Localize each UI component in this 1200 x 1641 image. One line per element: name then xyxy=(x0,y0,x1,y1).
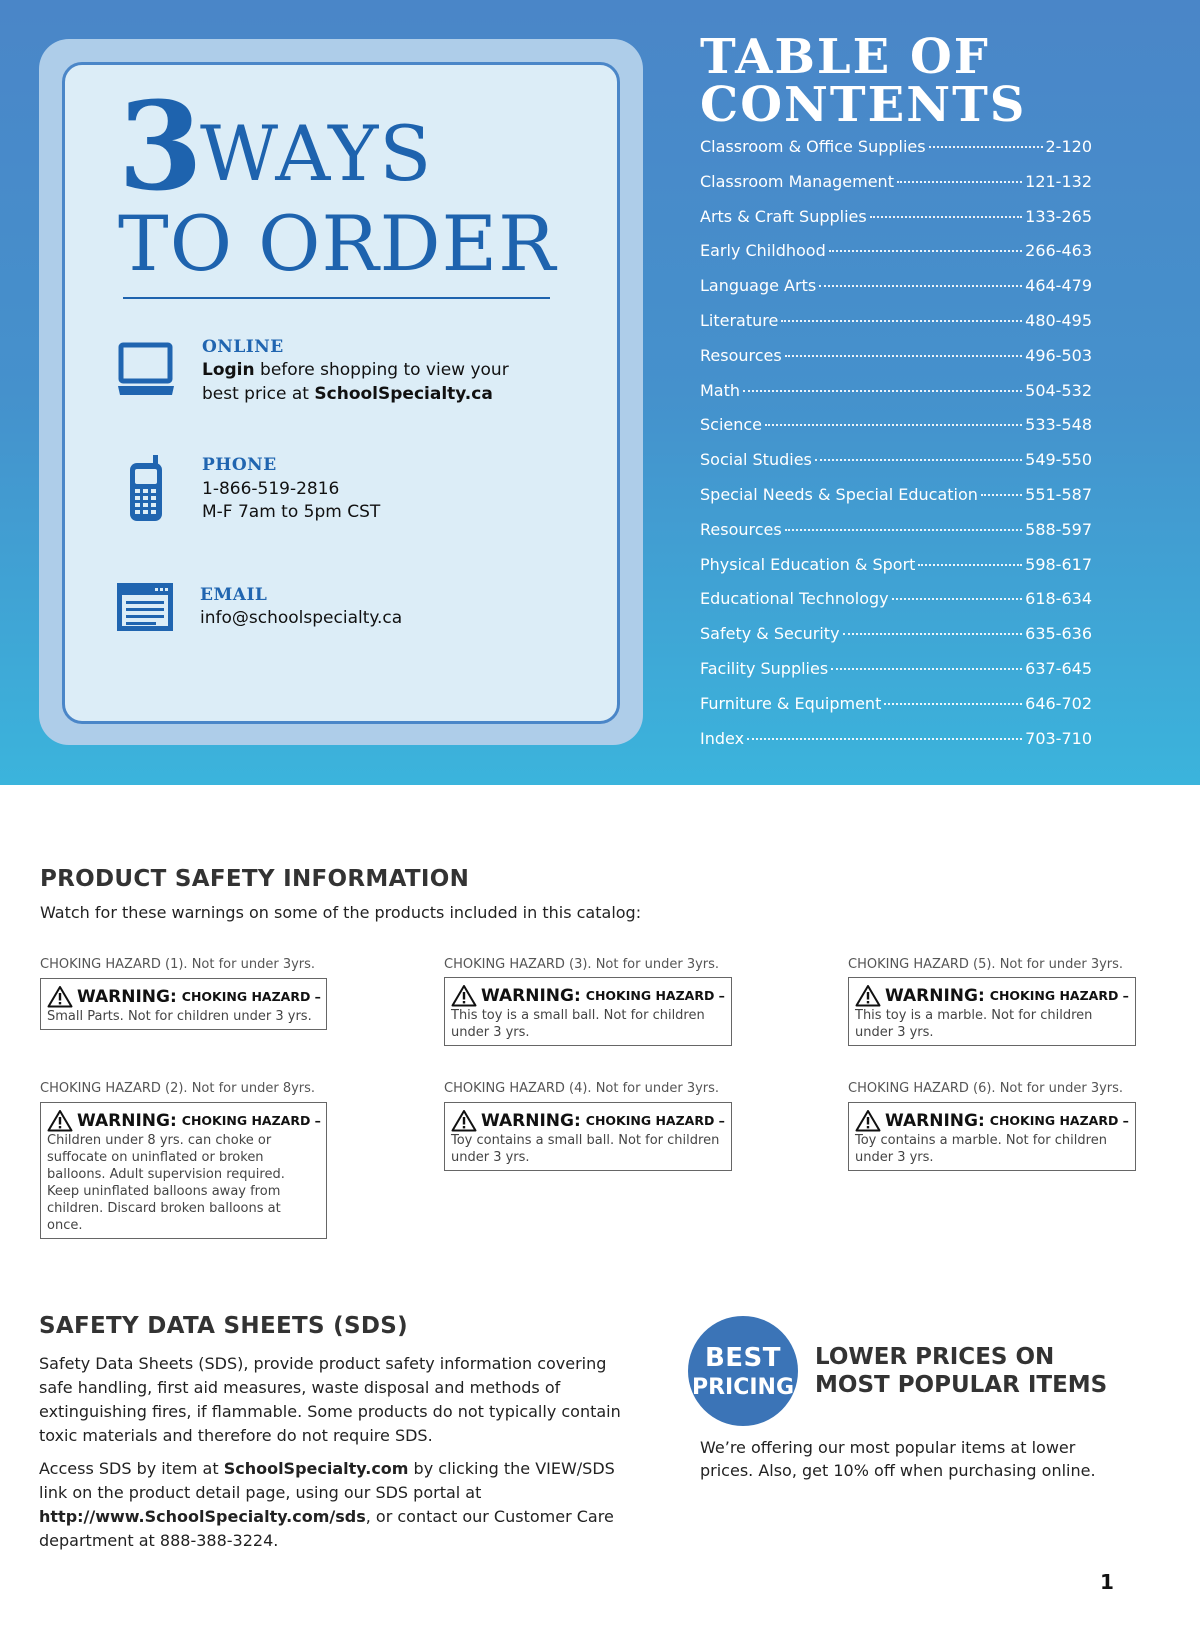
hazard-text: Children under 8 yrs. can choke or suffocate on uninflated or broken balloons. Adult supervision required. Keep uninflated balloons away from children. Discard broken balloons at once. xyxy=(47,1133,285,1233)
hazard-warning-heading xyxy=(47,985,320,1008)
hazard-type: CHOKING HAZARD – xyxy=(181,1113,321,1128)
toc-leader-dots xyxy=(892,598,1023,600)
toc-item-pages: 504-532 xyxy=(1025,380,1092,400)
toc-item-pages: 646-702 xyxy=(1025,693,1092,713)
toc-leader-dots xyxy=(743,390,1022,392)
toc-item-pages: 549-550 xyxy=(1025,450,1092,470)
hazard-caption: CHOKING HAZARD (3). Not for under 3yrs. xyxy=(444,957,720,972)
toc-title xyxy=(700,29,1027,133)
toc-item[interactable] xyxy=(700,381,1092,416)
sds-portal-link[interactable]: http://www.SchoolSpecialty.com/sds xyxy=(39,1507,366,1526)
toc-item[interactable] xyxy=(700,624,1092,659)
toc-leader-dots xyxy=(829,250,1022,252)
sds-p2-text-a: Access SDS by item at xyxy=(39,1459,224,1478)
hazard-warning-box xyxy=(40,1102,327,1239)
heading-divider xyxy=(123,297,550,299)
toc-item-label: Language Arts xyxy=(700,276,817,296)
ways-number: 3 xyxy=(118,74,199,218)
laptop-icon xyxy=(117,341,175,399)
hazard-caption: CHOKING HAZARD (2). Not for under 8yrs. xyxy=(40,1081,316,1096)
toc-item-pages: 480-495 xyxy=(1025,310,1092,330)
warning-word: WARNING: xyxy=(885,1110,985,1131)
toc-item[interactable] xyxy=(700,694,1092,729)
toc-item-label: Special Needs & Special Education xyxy=(700,484,978,504)
toc-item[interactable] xyxy=(700,172,1092,207)
hazard-type: CHOKING HAZARD – xyxy=(989,988,1129,1003)
toc-item-label: Educational Technology xyxy=(700,589,889,609)
hazard-warning-box xyxy=(444,977,732,1046)
toc-item-label: Facility Supplies xyxy=(700,658,829,678)
online-line-2 xyxy=(202,384,493,404)
toc-item-pages: 618-634 xyxy=(1025,589,1092,609)
toc-leader-dots xyxy=(897,181,1022,183)
toc-item-label: Classroom & Office Supplies xyxy=(700,137,926,156)
toc-item[interactable] xyxy=(700,346,1092,381)
toc-leader-dots xyxy=(785,529,1022,531)
sds-p2-text-c: , or contact our Customer Care department at 888-388-3224. xyxy=(39,1507,614,1550)
toc-item[interactable] xyxy=(700,241,1092,276)
toc-item-label: Science xyxy=(700,415,763,435)
toc-leader-dots xyxy=(884,703,1022,705)
hazard-text: This toy is a small ball. Not for children under 3 yrs. xyxy=(451,1008,705,1040)
warning-triangle-icon xyxy=(855,984,881,1007)
ways-word: WAYS xyxy=(200,109,433,198)
toc-leader-dots xyxy=(831,668,1022,670)
hazard-warning-heading xyxy=(855,1109,1129,1132)
hazard-type: CHOKING HAZARD – xyxy=(585,1113,725,1128)
warning-word: WARNING: xyxy=(77,986,177,1007)
toc-item-label: Physical Education & Sport xyxy=(700,554,916,574)
hazard-type: CHOKING HAZARD – xyxy=(585,988,725,1003)
toc-item[interactable] xyxy=(700,137,1092,172)
toc-item-label: Index xyxy=(700,728,745,748)
warning-word: WARNING: xyxy=(481,985,581,1006)
warning-triangle-icon xyxy=(855,1109,881,1132)
hazard-warning-heading xyxy=(451,1109,725,1132)
toc-item[interactable] xyxy=(700,659,1092,694)
warning-word: WARNING: xyxy=(77,1110,177,1131)
online-line-1 xyxy=(202,360,509,380)
email-address[interactable]: info@schoolspecialty.ca xyxy=(200,608,403,628)
hazard-type: CHOKING HAZARD – xyxy=(181,989,321,1004)
toc-item-pages: 635-636 xyxy=(1025,624,1092,644)
warning-triangle-icon xyxy=(47,985,73,1008)
toc-item-label: Math xyxy=(700,380,741,400)
hazard-text: Small Parts. Not for children under 3 yrs. xyxy=(47,1009,312,1024)
best-pricing-badge-line-2: PRICING xyxy=(691,1375,795,1400)
toc-item-pages: 551-587 xyxy=(1025,484,1092,504)
sds-paragraph-1: Safety Data Sheets (SDS), provide product safety information covering safe handling, first aid measures, waste disposal and methods of extinguishing fires, if flammable. Some products do not typically contain toxic materials and therefore do not require SDS. xyxy=(39,1354,621,1445)
hazard-caption: CHOKING HAZARD (1). Not for under 3yrs. xyxy=(40,957,316,972)
sds-title: SAFETY DATA SHEETS (SDS) xyxy=(39,1313,408,1339)
warning-triangle-icon xyxy=(47,1109,73,1132)
toc-item[interactable] xyxy=(700,729,1092,764)
warning-word: WARNING: xyxy=(481,1110,581,1131)
online-label: ONLINE xyxy=(202,337,284,357)
toc-item-label: Classroom Management xyxy=(700,171,894,191)
hazard-text: This toy is a marble. Not for children under 3 yrs. xyxy=(855,1008,1093,1040)
toc-item-pages: 588-597 xyxy=(1025,519,1092,539)
to-order-heading: TO ORDER xyxy=(118,199,557,288)
toc-item-pages: 703-710 xyxy=(1025,728,1092,748)
toc-item-label: Resources xyxy=(700,519,782,539)
toc-item[interactable] xyxy=(700,520,1092,555)
toc-item-pages: 133-265 xyxy=(1025,206,1092,226)
toc-item[interactable] xyxy=(700,450,1092,485)
toc-leader-dots xyxy=(918,564,1022,566)
hazard-warning-heading xyxy=(451,984,725,1007)
hazard-warning-heading xyxy=(855,984,1129,1007)
toc-leader-dots xyxy=(981,494,1022,496)
mobile-phone-icon xyxy=(127,455,165,523)
toc-item[interactable] xyxy=(700,311,1092,346)
online-line-1-text: before shopping to view your xyxy=(254,360,509,380)
toc-leader-dots xyxy=(815,459,1022,461)
product-safety-subtitle: Watch for these warnings on some of the products included in this catalog: xyxy=(40,903,642,922)
online-site-link[interactable]: SchoolSpecialty.ca xyxy=(314,384,493,404)
toc-item-label: Resources xyxy=(700,345,782,365)
toc-item-label: Literature xyxy=(700,310,779,330)
sds-site-link[interactable]: SchoolSpecialty.com xyxy=(223,1459,409,1478)
toc-item[interactable] xyxy=(700,485,1092,520)
toc-leader-dots xyxy=(747,738,1022,740)
toc-leader-dots xyxy=(819,285,1022,287)
warning-triangle-icon xyxy=(451,984,477,1007)
hazard-warning-heading xyxy=(47,1109,320,1132)
best-pricing-badge-line-1: BEST xyxy=(704,1343,782,1373)
header-band xyxy=(0,0,1200,785)
toc-item[interactable] xyxy=(700,589,1092,624)
toc-item-pages: 2-120 xyxy=(1045,137,1092,156)
hazard-text: Toy contains a marble. Not for children under 3 yrs. xyxy=(855,1133,1107,1165)
toc-leader-dots xyxy=(843,633,1023,635)
sds-p2-text-b: by clicking the VIEW/SDS link on the product detail page, using our SDS portal at xyxy=(39,1459,615,1502)
toc-item-label: Safety & Security xyxy=(700,624,840,644)
toc-item-pages: 464-479 xyxy=(1025,276,1092,296)
toc-item-pages: 598-617 xyxy=(1025,554,1092,574)
hazard-warning-box xyxy=(40,978,327,1030)
toc-title-line-1: TABLE OF xyxy=(700,29,990,85)
hazard-caption: CHOKING HAZARD (4). Not for under 3yrs. xyxy=(444,1081,720,1096)
toc-leader-dots xyxy=(765,424,1022,426)
toc-leader-dots xyxy=(781,320,1022,322)
page-number: 1 xyxy=(1100,1570,1114,1594)
toc-list xyxy=(700,137,1092,763)
hazard-caption: CHOKING HAZARD (5). Not for under 3yrs. xyxy=(848,957,1124,972)
email-label: EMAIL xyxy=(200,585,268,605)
sds-paragraph-2 xyxy=(39,1457,639,1553)
best-pricing-headline-line-1: LOWER PRICES ON xyxy=(815,1344,1055,1370)
toc-item-pages: 533-548 xyxy=(1025,415,1092,435)
best-pricing-badge xyxy=(688,1316,798,1426)
best-pricing-headline-line-2: MOST POPULAR ITEMS xyxy=(815,1372,1108,1398)
email-window-icon xyxy=(117,583,173,631)
best-pricing-text: We’re offering our most popular items at lower prices. Also, get 10% off when purchasing online. xyxy=(700,1438,1096,1480)
toc-item[interactable] xyxy=(700,207,1092,242)
toc-item-label: Social Studies xyxy=(700,450,812,470)
toc-item-label: Furniture & Equipment xyxy=(700,693,882,713)
toc-item-pages: 266-463 xyxy=(1025,241,1092,261)
toc-title-line-2: CONTENTS xyxy=(700,77,1027,133)
toc-item-pages: 121-132 xyxy=(1025,171,1092,191)
toc-item-pages: 637-645 xyxy=(1025,658,1092,678)
toc-item-label: Early Childhood xyxy=(700,241,826,261)
toc-leader-dots xyxy=(870,216,1022,218)
hazard-warning-box xyxy=(848,977,1136,1046)
hazard-caption: CHOKING HAZARD (6). Not for under 3yrs. xyxy=(848,1081,1124,1096)
toc-leader-dots xyxy=(929,146,1043,148)
toc-item[interactable] xyxy=(700,415,1092,450)
product-safety-title: PRODUCT SAFETY INFORMATION xyxy=(40,866,470,892)
toc-leader-dots xyxy=(785,355,1022,357)
toc-item-label: Arts & Craft Supplies xyxy=(700,206,867,226)
toc-item[interactable] xyxy=(700,555,1092,590)
hazard-text: Toy contains a small ball. Not for children under 3 yrs. xyxy=(451,1133,720,1165)
login-word: Login xyxy=(202,360,255,380)
online-line-2-text: best price at xyxy=(202,384,315,404)
hazard-warning-box xyxy=(444,1102,732,1171)
best-pricing-headline xyxy=(815,1343,1107,1399)
phone-number[interactable]: 1-866-519-2816 xyxy=(202,479,340,499)
hazard-warning-box xyxy=(848,1102,1136,1171)
toc-item[interactable] xyxy=(700,276,1092,311)
warning-word: WARNING: xyxy=(885,985,985,1006)
phone-label: PHONE xyxy=(202,455,277,475)
warning-triangle-icon xyxy=(451,1109,477,1132)
phone-hours: M-F 7am to 5pm CST xyxy=(202,502,381,522)
hazard-type: CHOKING HAZARD – xyxy=(989,1113,1129,1128)
toc-item-pages: 496-503 xyxy=(1025,345,1092,365)
